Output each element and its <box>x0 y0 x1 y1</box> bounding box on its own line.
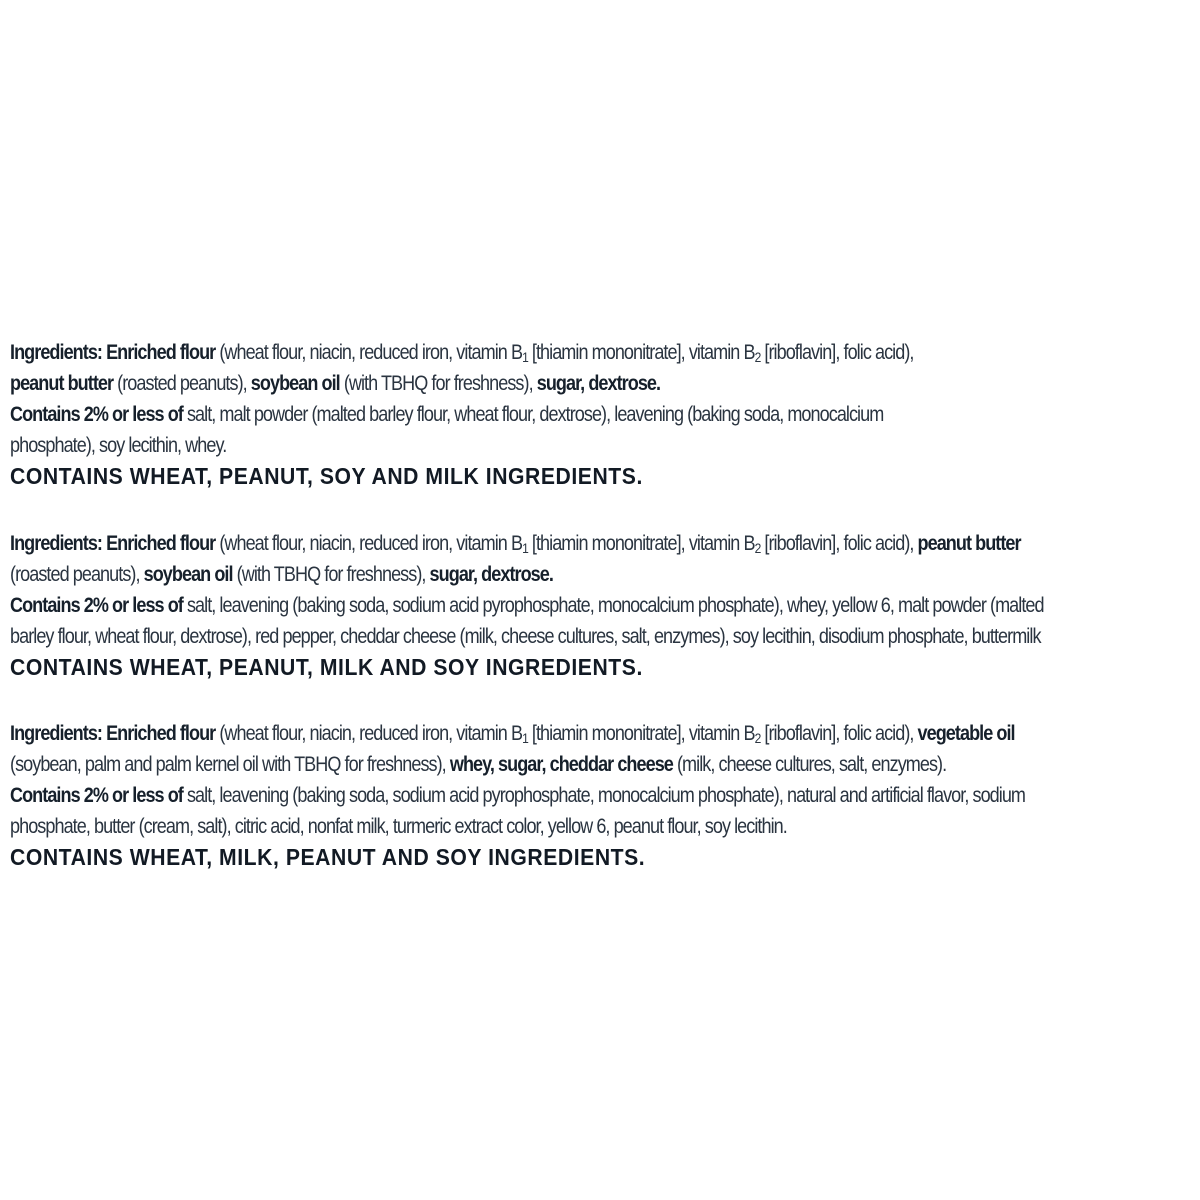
ingredient-text: salt, malt powder (malted barley flour, wheat flour, dextrose), leavening (baking soda, monocalcium <box>182 403 884 426</box>
ingredient-text: (roasted peanuts), <box>113 372 251 395</box>
ingredient-text: (roasted peanuts), <box>10 563 144 586</box>
bold-ingredient-text: Ingredients: Enriched flour <box>10 341 216 364</box>
ingredient-block-3 <box>10 718 1190 873</box>
ingredient-text: [thiamin mononitrate], vitamin B <box>527 722 755 745</box>
bold-ingredient-text: soybean oil <box>250 372 340 395</box>
ingredient-line <box>10 430 1025 461</box>
ingredient-text: (with TBHQ for freshness), <box>232 563 430 586</box>
allergen-statement: CONTAINS WHEAT, PEANUT, MILK AND SOY INGREDIENTS. <box>10 654 643 680</box>
bold-ingredient-text: peanut butter <box>10 372 114 395</box>
ingredient-text: (milk, cheese cultures, salt, enzymes). <box>672 753 947 776</box>
ingredient-line <box>10 528 1025 559</box>
ingredient-text: (wheat flour, niacin, reduced iron, vitamin B <box>215 532 523 555</box>
vitamin-subscript: 1 <box>522 349 528 365</box>
ingredient-line <box>10 718 1025 749</box>
vitamin-subscript: 2 <box>754 540 761 556</box>
bold-ingredient-text: Contains 2% or less of <box>10 784 183 807</box>
ingredient-line <box>10 399 1025 430</box>
bold-ingredient-text: sugar, dextrose. <box>429 563 553 586</box>
ingredient-text: (wheat flour, niacin, reduced iron, vitamin B <box>215 341 523 364</box>
ingredient-text: [riboflavin], folic acid), <box>760 532 918 555</box>
ingredient-text: salt, leavening (baking soda, sodium acid pyrophosphate, monocalcium phosphate), natural and artificial flavor, sodium <box>182 784 1026 807</box>
vitamin-subscript: 2 <box>754 730 761 746</box>
ingredient-text: [thiamin mononitrate], vitamin B <box>527 532 755 555</box>
allergen-statement: CONTAINS WHEAT, PEANUT, SOY AND MILK INGREDIENTS. <box>10 463 643 489</box>
ingredient-text: [thiamin mononitrate], vitamin B <box>527 341 755 364</box>
ingredient-text: [riboflavin], folic acid), <box>760 722 918 745</box>
ingredient-block-2 <box>10 528 1190 683</box>
ingredient-text: [riboflavin], folic acid), <box>760 341 914 364</box>
ingredient-line <box>10 337 1025 368</box>
ingredient-line <box>10 780 1025 811</box>
ingredient-text: (with TBHQ for freshness), <box>339 372 537 395</box>
bold-ingredient-text: Contains 2% or less of <box>10 594 183 617</box>
bold-ingredient-text: Ingredients: Enriched flour <box>10 722 216 745</box>
ingredient-text: salt, leavening (baking soda, sodium acid pyrophosphate, monocalcium phosphate), whey, yellow 6, malt powder (malted <box>182 594 1044 617</box>
ingredient-line <box>10 621 1041 652</box>
vitamin-subscript: 1 <box>522 540 528 556</box>
ingredient-line <box>10 590 1044 621</box>
allergen-statement: CONTAINS WHEAT, MILK, PEANUT AND SOY INGREDIENTS. <box>10 844 646 870</box>
bold-ingredient-text: sugar, dextrose. <box>536 372 661 395</box>
ingredient-text: barley flour, wheat flour, dextrose), red pepper, cheddar cheese (milk, cheese cultures, salt, enzymes), soy lecithin, disodium phosphate, buttermilk <box>10 625 1041 648</box>
bold-ingredient-text: vegetable oil <box>917 722 1015 745</box>
ingredient-line <box>10 749 1025 780</box>
vitamin-subscript: 2 <box>754 349 761 365</box>
ingredient-text: phosphate), soy lecithin, whey. <box>10 434 227 457</box>
ingredient-line <box>10 368 1025 399</box>
bold-ingredient-text: whey, sugar, cheddar cheese <box>449 753 673 776</box>
bold-ingredient-text: peanut butter <box>917 532 1021 555</box>
ingredient-line <box>10 559 1025 590</box>
ingredient-text: phosphate, butter (cream, salt), citric acid, nonfat milk, turmeric extract color, yellow 6, peanut flour, soy lecithin. <box>10 815 787 838</box>
vitamin-subscript: 1 <box>522 730 528 746</box>
bold-ingredient-text: Ingredients: Enriched flour <box>10 532 216 555</box>
ingredient-text: (soybean, palm and palm kernel oil with TBHQ for freshness), <box>10 753 450 776</box>
ingredient-text: (wheat flour, niacin, reduced iron, vitamin B <box>215 722 523 745</box>
ingredient-line <box>10 811 1025 842</box>
bold-ingredient-text: soybean oil <box>143 563 233 586</box>
ingredient-block-1 <box>10 337 1190 492</box>
bold-ingredient-text: Contains 2% or less of <box>10 403 183 426</box>
